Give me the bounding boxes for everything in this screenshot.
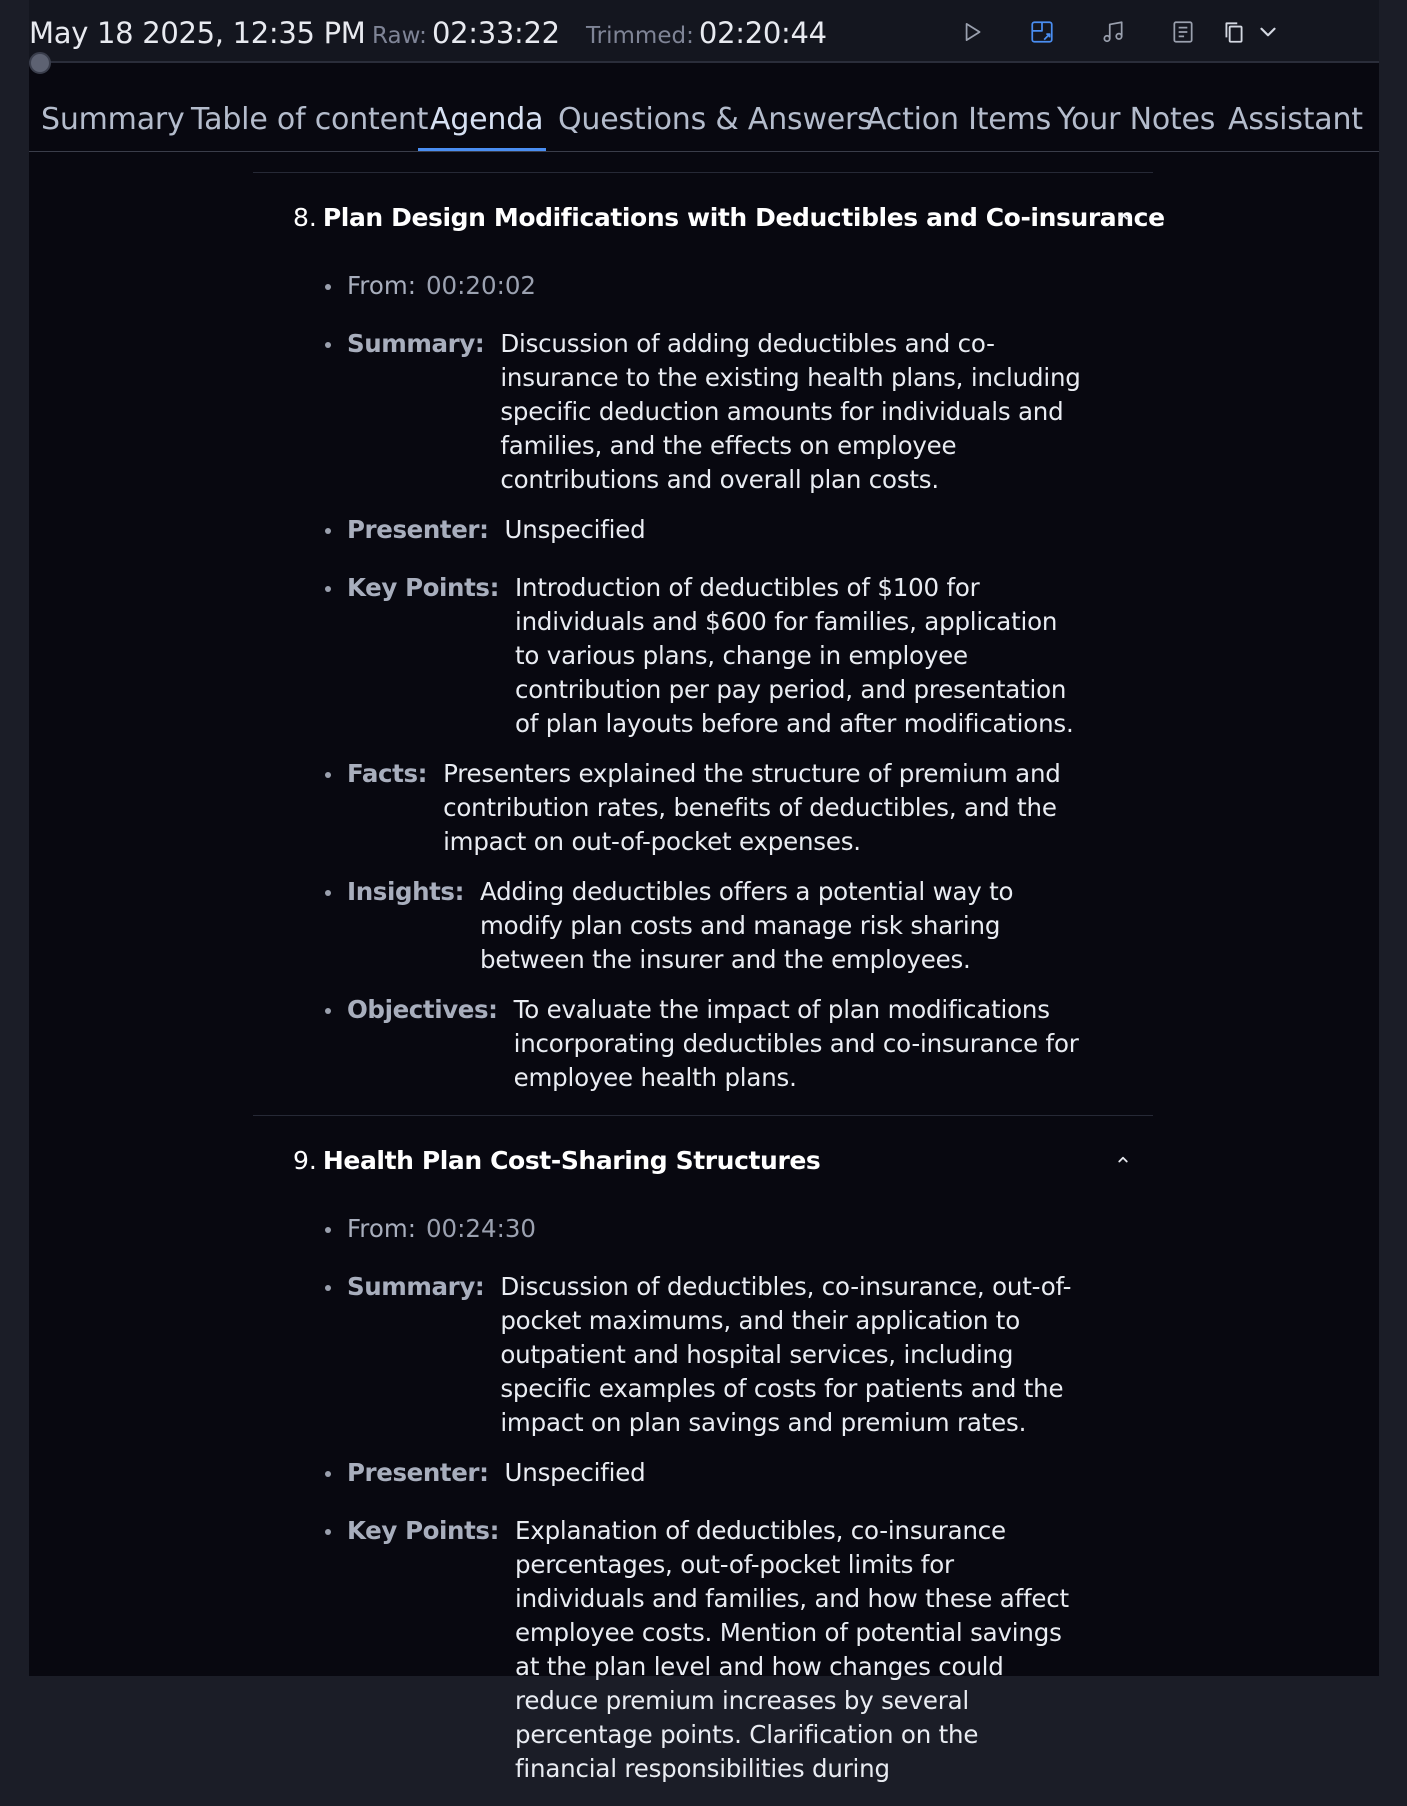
presenter-text: Unspecified: [504, 1458, 646, 1487]
key-points-label: Key Points:: [347, 1516, 499, 1545]
objectives-text: To evaluate the impact of plan modifications incorporating deductibles and co-insurance for employee health plans.: [513, 995, 1079, 1092]
agenda-item-details: [253, 1212, 1153, 1806]
from-label: From:: [347, 1214, 416, 1243]
facts-label: Facts:: [347, 759, 428, 788]
copy-icon[interactable]: [1216, 14, 1252, 50]
objectives-row: [323, 993, 1083, 1095]
agenda-item-number: 9.: [293, 1146, 317, 1175]
from-row: [323, 1212, 1083, 1246]
agenda-item-title: [293, 1146, 820, 1175]
presenter-text: Unspecified: [504, 515, 646, 544]
summary-text: Discussion of adding deductibles and co-insurance to the existing health plans, including specific deduction amounts for individuals and families, and the effects on employee contributions and overall plan costs.: [500, 329, 1081, 494]
presenter-row: [323, 513, 1083, 547]
key-points-label: Key Points:: [347, 573, 499, 602]
presenter-label: Presenter:: [347, 1458, 489, 1487]
tab-assistant[interactable]: Assistant: [1228, 102, 1363, 137]
from-timestamp[interactable]: 00:24:30: [425, 1214, 537, 1243]
agenda-item-number: 8.: [293, 203, 317, 232]
presenter-row: [323, 1456, 1083, 1490]
tab-your-notes[interactable]: Your Notes: [1057, 102, 1216, 137]
summary-row: [323, 327, 1083, 497]
summary-label: Summary:: [347, 329, 485, 358]
agenda-item-header[interactable]: [253, 173, 1165, 263]
from-row: [323, 269, 1083, 303]
scrubber-handle[interactable]: [29, 52, 51, 74]
insights-text: Adding deductibles offers a potential way to modify plan costs and manage risk sharing between the insurer and the employees.: [480, 877, 1014, 974]
key-points-text: Explanation of deductibles, co-insurance percentages, out-of-pocket limits for individuals and families, and how these affect employee costs. Mention of potential savings at the plan level and how changes could reduce premium increases by several percentage points. Clarification on the financial responsibilities during: [515, 1516, 1069, 1783]
agenda-list: [253, 172, 1165, 1806]
header-toolbar: [29, 14, 1379, 50]
agenda-item-title-text: Plan Design Modifications with Deductibles and Co-insurance: [322, 203, 1165, 232]
tab-bar: [29, 88, 1379, 152]
trimmed-label: Trimmed:: [586, 23, 694, 49]
tab-table-of-content[interactable]: Table of content: [191, 102, 429, 137]
agenda-item-title-text: Health Plan Cost-Sharing Structures: [322, 1146, 821, 1175]
summary-row: [323, 1270, 1083, 1440]
recording-date: May 18 2025, 12:35 PM: [29, 16, 366, 50]
agenda-item: [253, 173, 1165, 1115]
facts-text: Presenters explained the structure of premium and contribution rates, benefits of deductibles, and the impact on out-of-pocket expenses.: [443, 759, 1061, 856]
playback-scrubber[interactable]: [29, 61, 1379, 63]
from-label: From:: [347, 271, 416, 300]
layout-panel-icon[interactable]: [1024, 14, 1060, 50]
objectives-label: Objectives:: [347, 995, 498, 1024]
tab-action-items[interactable]: Action Items: [866, 102, 1052, 137]
summary-label: Summary:: [347, 1272, 485, 1301]
chevron-down-icon[interactable]: [1250, 14, 1286, 50]
trimmed-value: 02:20:44: [698, 16, 827, 50]
tab-agenda[interactable]: Agenda: [430, 102, 544, 137]
raw-label: Raw:: [372, 23, 427, 49]
agenda-item-title: [293, 203, 1165, 232]
music-note-icon[interactable]: [1095, 14, 1131, 50]
key-points-text: Introduction of deductibles of $100 for individuals and $600 for families, application to various plans, change in employee contribution per pay period, and presentation of plan layouts before and after modifications.: [515, 573, 1074, 738]
document-icon[interactable]: [1165, 14, 1201, 50]
active-tab-indicator: [418, 148, 546, 151]
chevron-up-icon[interactable]: [1111, 205, 1135, 229]
from-timestamp[interactable]: 00:20:02: [425, 271, 537, 300]
summary-text: Discussion of deductibles, co-insurance, out-of-pocket maximums, and their application to outpatient and hospital services, including specific examples of costs for patients and the impact on plan savings and premium rates.: [500, 1272, 1072, 1437]
key-points-row: [323, 1514, 1083, 1786]
play-icon[interactable]: [954, 14, 990, 50]
chevron-up-icon[interactable]: [1111, 1148, 1135, 1172]
agenda-item-details: [253, 269, 1153, 1115]
facts-row: [323, 757, 1083, 859]
recording-header: [29, 0, 1379, 62]
key-points-row: [323, 571, 1083, 741]
insights-row: [323, 875, 1083, 977]
app-window: [29, 0, 1379, 1783]
presenter-label: Presenter:: [347, 515, 489, 544]
agenda-item-header[interactable]: [253, 1116, 1153, 1206]
insights-label: Insights:: [347, 877, 465, 906]
tab-questions-answers[interactable]: Questions & Answers: [558, 102, 873, 137]
tab-summary[interactable]: Summary: [41, 102, 185, 137]
raw-value: 02:33:22: [431, 16, 560, 50]
agenda-item: [253, 1116, 1153, 1806]
